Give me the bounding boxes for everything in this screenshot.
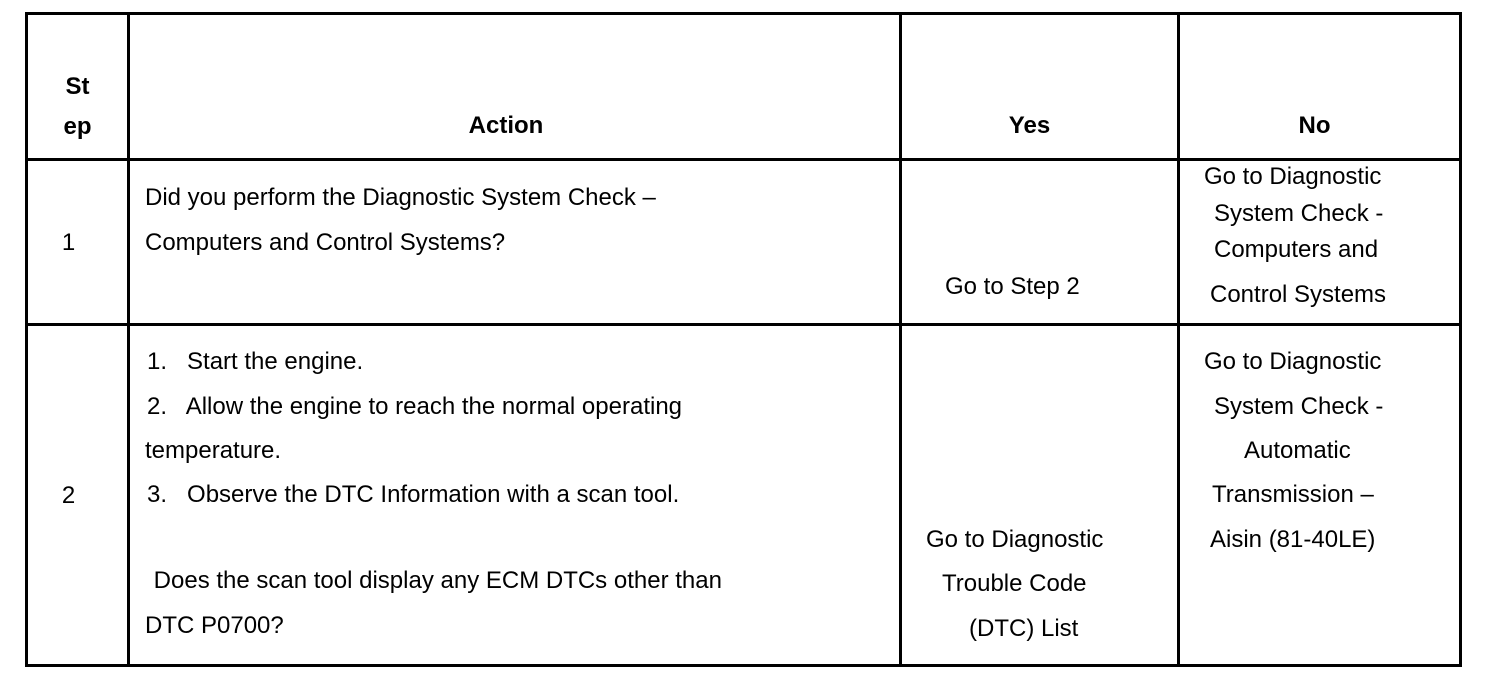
row1-no-line4: Control Systems: [1210, 281, 1387, 308]
row2-action-line3: temperature.: [145, 437, 282, 464]
header-no: No: [1298, 112, 1331, 139]
row2-no-line3: Automatic: [1244, 437, 1351, 464]
table-border-top: [25, 12, 1462, 15]
header-yes: Yes: [1008, 112, 1051, 139]
row2-action-line6: DTC P0700?: [145, 612, 284, 639]
row2-action-line1: 1. Start the engine.: [147, 348, 364, 375]
column-divider-step: [127, 12, 130, 667]
row2-step: 2: [61, 482, 76, 509]
row2-no-line1: Go to Diagnostic: [1204, 348, 1382, 375]
column-divider-action: [899, 12, 902, 667]
row1-action-line1: Did you perform the Diagnostic System Check –: [145, 184, 656, 211]
row1-no-line3: Computers and: [1214, 236, 1379, 263]
table-border-right: [1459, 12, 1462, 667]
column-divider-yes: [1177, 12, 1180, 667]
header-step-line2: ep: [63, 113, 92, 140]
row1-step: 1: [61, 229, 76, 256]
row2-action-line2: 2. Allow the engine to reach the normal operating: [147, 393, 683, 420]
row2-action-line4: 3. Observe the DTC Information with a scan tool.: [147, 481, 680, 508]
header-divider: [25, 158, 1462, 161]
row2-no-line4: Transmission –: [1212, 481, 1374, 508]
row2-yes-line1: Go to Diagnostic: [926, 526, 1104, 553]
row2-yes-line3: (DTC) List: [969, 615, 1079, 642]
row2-no-line5: Aisin (81-40LE): [1210, 526, 1376, 553]
diagnostic-table: [25, 12, 1462, 667]
header-action: Action: [468, 112, 544, 139]
row1-no-line2: System Check -: [1214, 200, 1384, 227]
row-divider: [25, 323, 1462, 326]
row2-action-line5: Does the scan tool display any ECM DTCs other than: [147, 567, 722, 594]
row2-yes-line2: Trouble Code: [942, 570, 1087, 597]
row1-action-line2: Computers and Control Systems?: [145, 229, 506, 256]
row1-yes: Go to Step 2: [945, 273, 1080, 300]
row1-no-line1: Go to Diagnostic: [1204, 163, 1382, 190]
header-step-line1: St: [65, 73, 90, 100]
row2-no-line2: System Check -: [1214, 393, 1384, 420]
table-border-left: [25, 12, 28, 667]
table-border-bottom: [25, 664, 1462, 667]
